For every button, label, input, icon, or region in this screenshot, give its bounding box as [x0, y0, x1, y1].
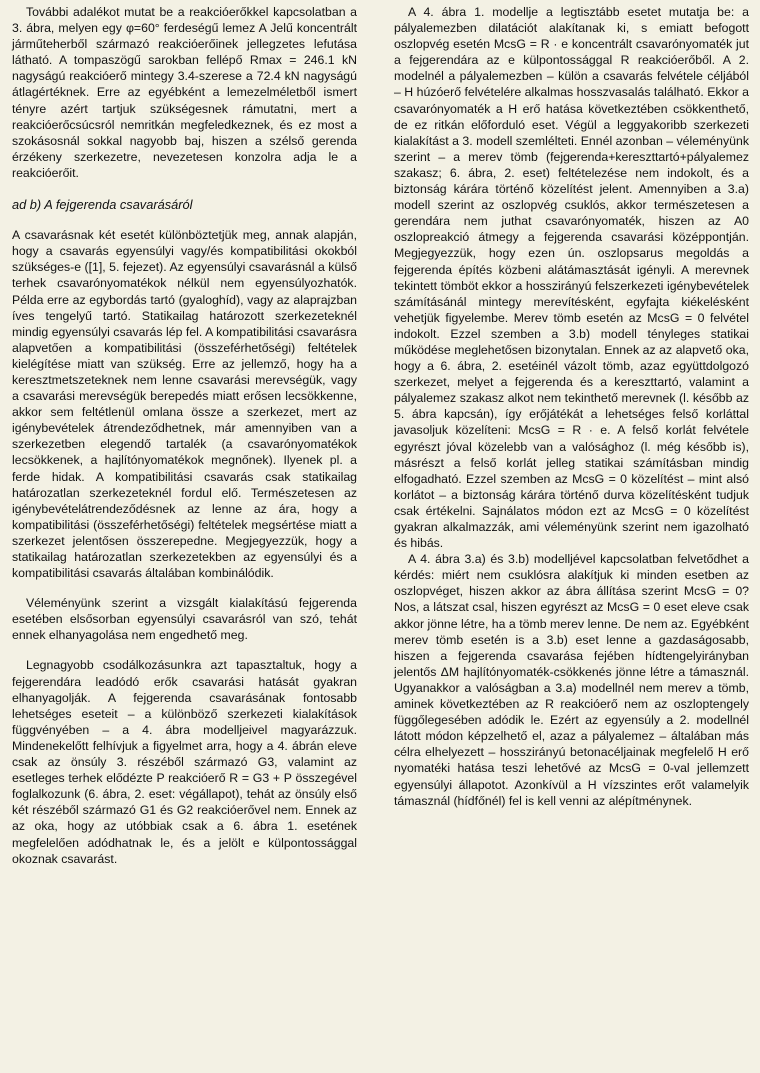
- paragraph: Véleményünk szerint a vizsgált kialakítású fejgerenda esetében elsősorban egyensúlyi csavarásról van szó, tehát ennek elhanyagolása nem engedhető meg.: [12, 596, 357, 643]
- left-column: [12, 4, 357, 867]
- paragraph: A 4. ábra 3.a) és 3.b) modelljével kapcsolatban felvetődhet a kérdés: miért nem csuklósra alakítjuk ki minden esetben az oszlopvéget, hiszen akkor az ábra állítása szerint McsG = 0? Nos, a látszat csal, hiszen egyrészt az McsG = 0 eset eleve csak akkor jönne létre, ha a tömb merev lenne. De nem az. Egyébként merev tömb esetén is a 3.b) eset lenne a gazdaságosabb, hiszen a fejgerenda csavarása fejében hídtengelyirányban jelentős ΔM hajlítónyomaték-csökkenés jönne létre a támasznál. Ugyanakkor a valóságban a 3.a) modellnél nem merev a tömb, aminek következtében az R reakcióerő nem az oszloptengely függőlegesében adódik le. Ezért az egyensúly a 2. modellnél látott módon képzelhető el, azaz a pályalemez – általában más célra elhelyezett – hosszirányú betonacéljainak megfelelő H erő nyomatéki hatása teszi lehetővé az McsG = 0-val jellemzett egyensúlyi állapotot. Azonkívül a H vízszintes erőt valamelyik támasznál (hídfőnél) fel is kell venni az alépítménynek.: [394, 552, 749, 808]
- right-column: [394, 4, 749, 809]
- paragraph: A csavarásnak két esetét különböztetjük meg, annak alapján, hogy a csavarás egyensúlyi vagy/és kompatibilitási okokból szükséges-e ([1], 5. fejezet). Az egyensúlyi csavarásnál a külső terhek csavarónyomatékok nélkül nem egyensúlyozhatók. Példa erre az egybordás tartó (gyaloghíd), vagy az alaprajzban íves tengelyű tartó. Statikailag határozott szerkezeteknél mindig egyensúlyi csavarás lép fel. A kompatibilitási csavarásra alapvetően a kompatibilitási (összeférhetőségi) feltételek kielégítése miatt van szükség. Erre az jellemző, hogy ha a keresztmetszeteknek nem lenne csavarási merevségük, vagy a csavarási merevségük berepedés miatt erősen lecsökkenne, akkor sem feltétlenül omlana össze a szerkezet, mert az igénybevételek átrendeződhetnek, már amennyiben van a szerkezetben elegendő tartalék (a csavarónyomatékok lecsökkenek, a hajlítónyomatékok megnőnek). Ilyenek pl. a ferde hidak. A kompatibilitási csavarás csak statikailag határozatlan szerkezeteknél fordul elő. Természetesen az igénybevételátrendeződésnek az lenne az ára, hogy a kompatibilitási (összeférhetőségi) feltételek megsértése miatt a szerkezet jelentősen összerepedne. Megjegyezzük, hogy a statikailag határozatlan szerkezetekben az egyensúlyi és a kompatibilitási csavarás általában kombinálódik.: [12, 228, 357, 581]
- section-heading: ad b) A fejgerenda csavarásáról: [12, 197, 193, 213]
- paragraph: További adalékot mutat be a reakcióerőkkel kapcsolatban a 3. ábra, melyen egy φ=60° ferdeségű lemez A Jelű koncentrált járműteherből származó reakcióerőinek jellegzetes lefutása látható. A tompaszögű sarokban fellépő Rmax = 246.1 kN nagyságú reakcióerő mintegy 3.4-szerese a 72.4 kN nagyságú átlagértéknek. Erre az egyébként a lemezelméletből ismert tényre azért tartjuk szükségesnek rámutatni, mert a reakcióerőcsúcsról nemritkán megfeledkeznek, és ez most a szokásosnál sokkal nagyobb baj, hiszen a szélső gerenda érzékeny szerkezetre, nevezetesen konzolra adja le a reakcióerőit.: [12, 5, 357, 180]
- paragraph: Legnagyobb csodálkozásunkra azt tapasztaltuk, hogy a fejgerendára leadódó erők csavarási hatását gyakran elhanyagolják. A fejgerenda csavarásának fontosabb lehetséges eseteit – a különböző szerkezeti kialakítások függvényében – a 4. ábra modelljeivel magyarázzuk. Mindenekelőtt felhívjuk a figyelmet arra, hogy a 4. ábrán eleve csak az önsúly 3. részéből származó G3, valamint az esetleges terhek elődézte P reakcióerő R = G3 + P összegével foglalkozunk (6. ábra, 2. eset: végállapot), tehát az önsúly első két részéből származó G1 és G2 reakcióerővel nem. Ennek az az oka, hogy az utóbbiak csak a 6. ábra 1. esetének megfelelően adódhatnak le, és a jelölt e külpontossággal okoznak csavarást.: [12, 658, 357, 866]
- paragraph: A 4. ábra 1. modellje a legtisztább esetet mutatja be: a pályalemezben dilatációt alakítanak ki, s emiatt befogott oszlopvég esetén McsG = R · e koncentrált csavarónyomaték jut a fejgerendára az e külpontossággal R reakcióerőből. A 2. modelnél a pályalemezben – külön a csavarás felvétele céljából – H húzóerő felvételére alkalmas hosszvasalás található. Ekkor a csavarónyomaték a H erő hatása következtében csökkenthető, de ez ritkán előforduló eset. Végül a leggyakoribb szerkezeti kialakítást a 3. modell szemlélteti. Ennél azonban – véleményünk szerint – a merev tömb (fejgerenda+kereszttartó+pályalemez szakasz; 6. ábra, 2. eset) feltételezése nem indokolt, és a biztonság kárára történő közelítést jelent. Amennyiben a 3.a) modell szerint az oszlopvég csuklós, akkor természetesen a gerendára nem juthat csavarónyomaték, hiszen az A0 oszlopreakció átmegy a fejgerenda csavarási középpontján. Megjegyezzük, hogy ezen ún. oszlopsarus megoldás a fejgerenda építés közbeni alátámasztását igényli. A merevnek tekintett tömböt ekkor a hosszirányú felszerkezeti igénybevételek számításánál mintegy merevítésként, egyfajta kiékelésként vehetjük figyelembe. Merev tömb esetén az McsG = 0 felvétel indokolt. Ezzel szemben a 3.b) modell tényleges statikai működése meglehetősen bizonytalan. Ennek az az alapvető oka, hogy a 6. ábra, 2. esetéinél vázolt tömb, azaz együttdolgozó szerkezet, melyet a fejgerenda és a kereszttartó, valamint a pályalemez szakasz alkot nem tekinthető merevnek (l. később az 5. ábra kapcsán), így erőjátékát a lehetséges felső korláttal javasoljuk közelíteni: McsG = R · e. A felső korlát felvétele egyrészt jóval közelebb van a valósághoz (l. még később is), másrészt a felső korlát jelleg statikai számításban mindig elfogadható. Ezzel szemben az McsG = 0 közelítést – mint alsó korlátot – a biztonság kárára történő durva közelítésként tudjuk csak értékelni. Sajnálatos módon ezt az McsG = 0 közelítést gyakran alkalmazzák, ami véleményünk szerint nem igazolható és hibás.: [394, 5, 749, 551]
